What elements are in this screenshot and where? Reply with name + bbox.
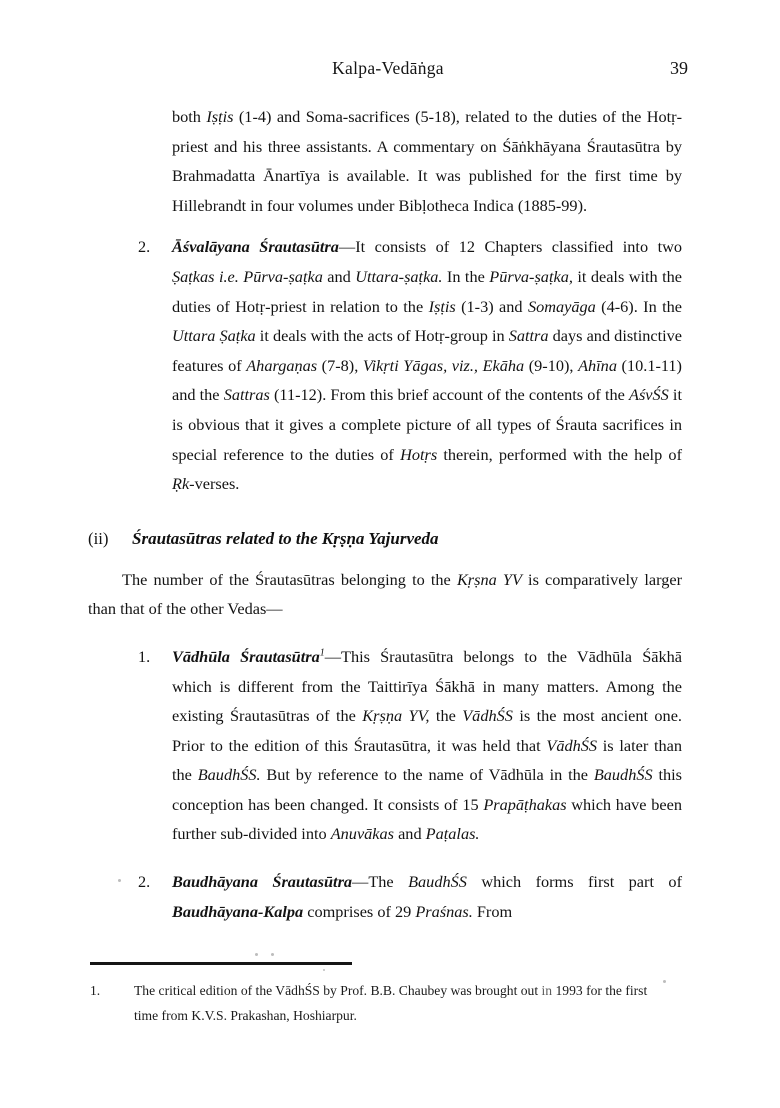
list-item	[138, 232, 682, 498]
list-item-marker: 2.	[138, 237, 151, 257]
lead-paragraph: The number of the Śrautasūtras belonging to the Kṛṣna YV is comparatively larger than that of the other Vedas—	[88, 569, 682, 619]
scan-speck	[255, 953, 258, 956]
footnote	[90, 978, 670, 1028]
section-title: Śrautasūtras related to the Kṛṣṇa Yajurveda	[132, 528, 439, 548]
list-item-marker: 1.	[138, 646, 151, 666]
section-heading	[88, 529, 682, 549]
page-header-title: Kalpa-Vedāṅga	[332, 58, 444, 78]
section-number: (ii)	[88, 528, 109, 548]
footnote-area	[90, 962, 690, 1028]
list-item-marker: 2.	[138, 872, 151, 892]
list-item-text: Āśvalāyana Śrautasūtra—It consists of 12 Chapters classified into two Ṣaṭkas i.e. Pūrva-ṣaṭka and Uttara-ṣaṭka. In the Pūrva-ṣaṭka, it deals with the duties of Hotṛ-priest in relation to the Iṣṭis (1-3) and Somayāga (4-6). In the Uttara Ṣaṭka it deals with the acts of Hotṛ-group in Sattra days and distinctive features of Ahargaṇas (7-8), Vikṛti Yāgas, viz., Ekāha (9-10), Ahīna (10.1-11) and the Sattras (11-12). From this brief account of the contents of the AśvŚS it is obvious that it gives a complete picture of all types of Śrauta sacrifices in special reference to the duties of Hotṛs therein, performed with the help of Ṛk-verses.	[172, 237, 683, 494]
footnote-separator-rule	[90, 962, 352, 965]
scan-speck	[323, 969, 325, 971]
list-item	[138, 642, 682, 849]
list-item-text: Vādhūla Śrautasūtra$^1$—This Śrautasūtra belongs to the Vādhūla Śākhā which is different from the Taittirīya Śākhā in many matters. Among the existing Śrautasūtras of the Kṛṣṇa YV, the VādhŚS is the most ancient one. Prior to the edition of this Śrautasūtra, it was held that VādhŚS is later than the BaudhŚS. But by reference to the name of Vādhūla in the BaudhŚS this conception has been changed. It consists of 15 Prapāṭhakas which have been further sub-divided into Anuvākas and Paṭalas.	[172, 646, 682, 844]
opening-paragraph: both Iṣṭis (1-4) and Soma-sacrifices (5-18), related to the duties of the Hotṛ-priest and his three assistants. A commentary on Śāṅkhāyana Śrautasūtra by Brahmadatta Ānartīya is available. It was published for the first time by Hillebrandt in four volumes under Bibḷotheca Indica (1885-99).	[172, 107, 682, 215]
scan-speck	[118, 879, 121, 882]
scan-speck	[663, 980, 666, 983]
footnote-text: The critical edition of the VādhŚS by Prof. B.B. Chaubey was brought out in 1993 for the first time from K.V.S. Prakashan, Hoshiarpur.	[134, 982, 648, 1023]
list-item	[138, 867, 682, 926]
running-head	[88, 58, 688, 84]
text-column	[88, 102, 682, 926]
list-item-text: Baudhāyana Śrautasūtra—The BaudhŚS which forms first part of Baudhāyana-Kalpa comprises of 29 Praśnas. From	[172, 872, 682, 921]
page-number: 39	[670, 58, 688, 78]
footnote-marker: 1.	[90, 982, 101, 998]
scan-speck	[271, 953, 274, 956]
